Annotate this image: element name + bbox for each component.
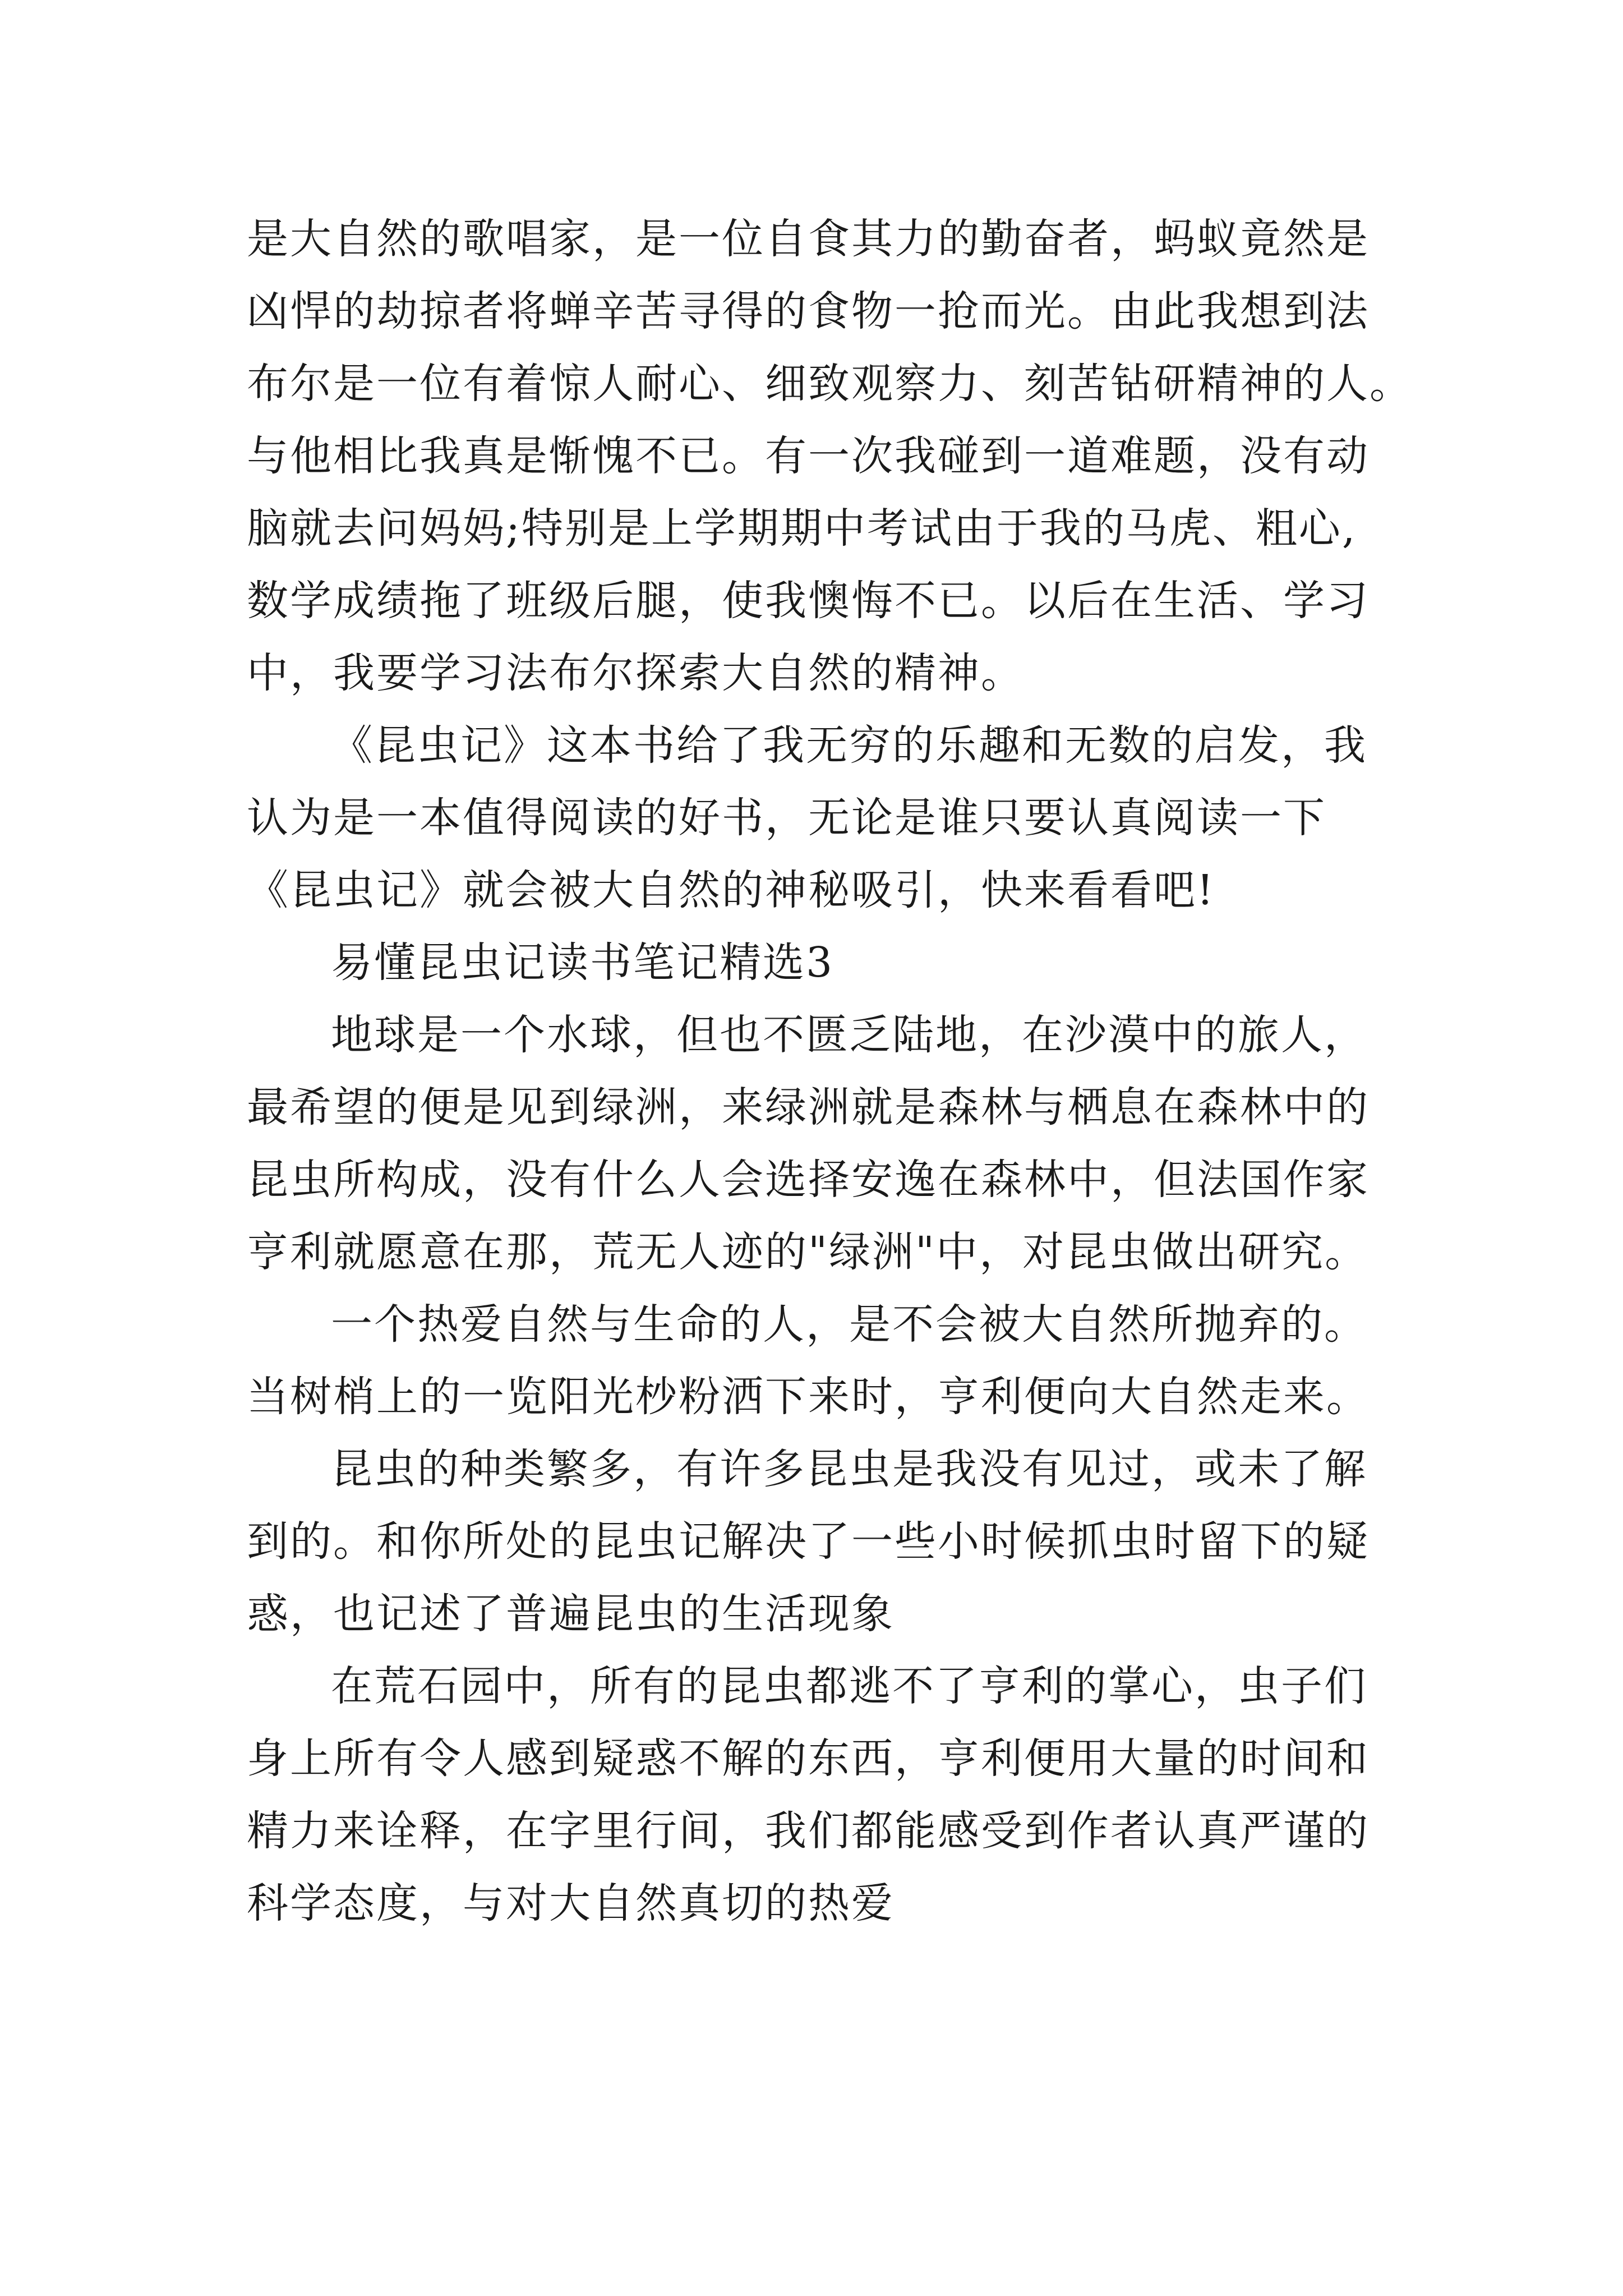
text-line: 中，我要学习法布尔探索大自然的精神。 bbox=[247, 649, 1024, 697]
section-heading: 易懂昆虫记读书笔记精选3 bbox=[331, 938, 834, 987]
text-line: 凶悍的劫掠者将蝉辛苦寻得的食物一抢而光。由此我想到法 bbox=[247, 287, 1370, 335]
paragraph-first-line: 地球是一个水球，但也不匮乏陆地，在沙漠中的旅人， bbox=[331, 1011, 1367, 1059]
document-body bbox=[247, 203, 1413, 1940]
text-line: 认为是一本值得阅读的好书，无论是谁只要认真阅读一下 bbox=[247, 794, 1326, 842]
text-line: 亨利就愿意在那，荒无人迹的"绿洲"中，对昆虫做出研究。 bbox=[247, 1228, 1368, 1276]
text-line: 身上所有令人感到疑惑不解的东西，亨利便用大量的时间和 bbox=[247, 1734, 1370, 1783]
text-line: 当树梢上的一览阳光杪粉洒下来时，亨利便向大自然走来。 bbox=[247, 1373, 1370, 1421]
text-line: 科学态度，与对大自然真切的热爱 bbox=[247, 1879, 895, 1927]
paragraph-first-line: 昆虫的种类繁多，有许多昆虫是我没有见过，或未了解 bbox=[331, 1445, 1367, 1493]
text-line: 布尔是一位有着惊人耐心、细致观察力、刻苦钻研精神的人。 bbox=[247, 360, 1413, 408]
text-line: 到的。和你所处的昆虫记解决了一些小时候抓虫时留下的疑 bbox=[247, 1517, 1370, 1566]
text-line: 精力来诠释，在字里行间，我们都能感受到作者认真严谨的 bbox=[247, 1807, 1370, 1855]
paragraph-first-line: 一个热爱自然与生命的人，是不会被大自然所抛弃的。 bbox=[331, 1300, 1367, 1349]
text-line: 最希望的便是见到绿洲，来绿洲就是森林与栖息在森林中的 bbox=[247, 1083, 1370, 1131]
text-line: 是大自然的歌唱家，是一位自食其力的勤奋者，蚂蚁竟然是 bbox=[247, 215, 1370, 263]
text-line: 数学成绩拖了班级后腿，使我懊悔不已。以后在生活、学习 bbox=[247, 577, 1370, 625]
paragraph-first-line: 《昆虫记》这本书给了我无穷的乐趣和无数的启发，我 bbox=[331, 721, 1367, 770]
text-line: 脑就去问妈妈;特别是上学期期中考试由于我的马虎、粗心, bbox=[247, 504, 1357, 553]
paragraph-first-line: 在荒石园中，所有的昆虫都逃不了亨利的掌心，虫子们 bbox=[331, 1662, 1367, 1710]
text-line: 与他相比我真是惭愧不已。有一次我碰到一道难题，没有动 bbox=[247, 432, 1370, 480]
text-line: 惑，也记述了普遍昆虫的生活现象 bbox=[247, 1590, 895, 1638]
text-line: 《昆虫记》就会被大自然的神秘吸引，快来看看吧! bbox=[247, 866, 1215, 914]
text-line: 昆虫所构成，没有什么人会选择安逸在森林中，但法国作家 bbox=[247, 1156, 1370, 1204]
